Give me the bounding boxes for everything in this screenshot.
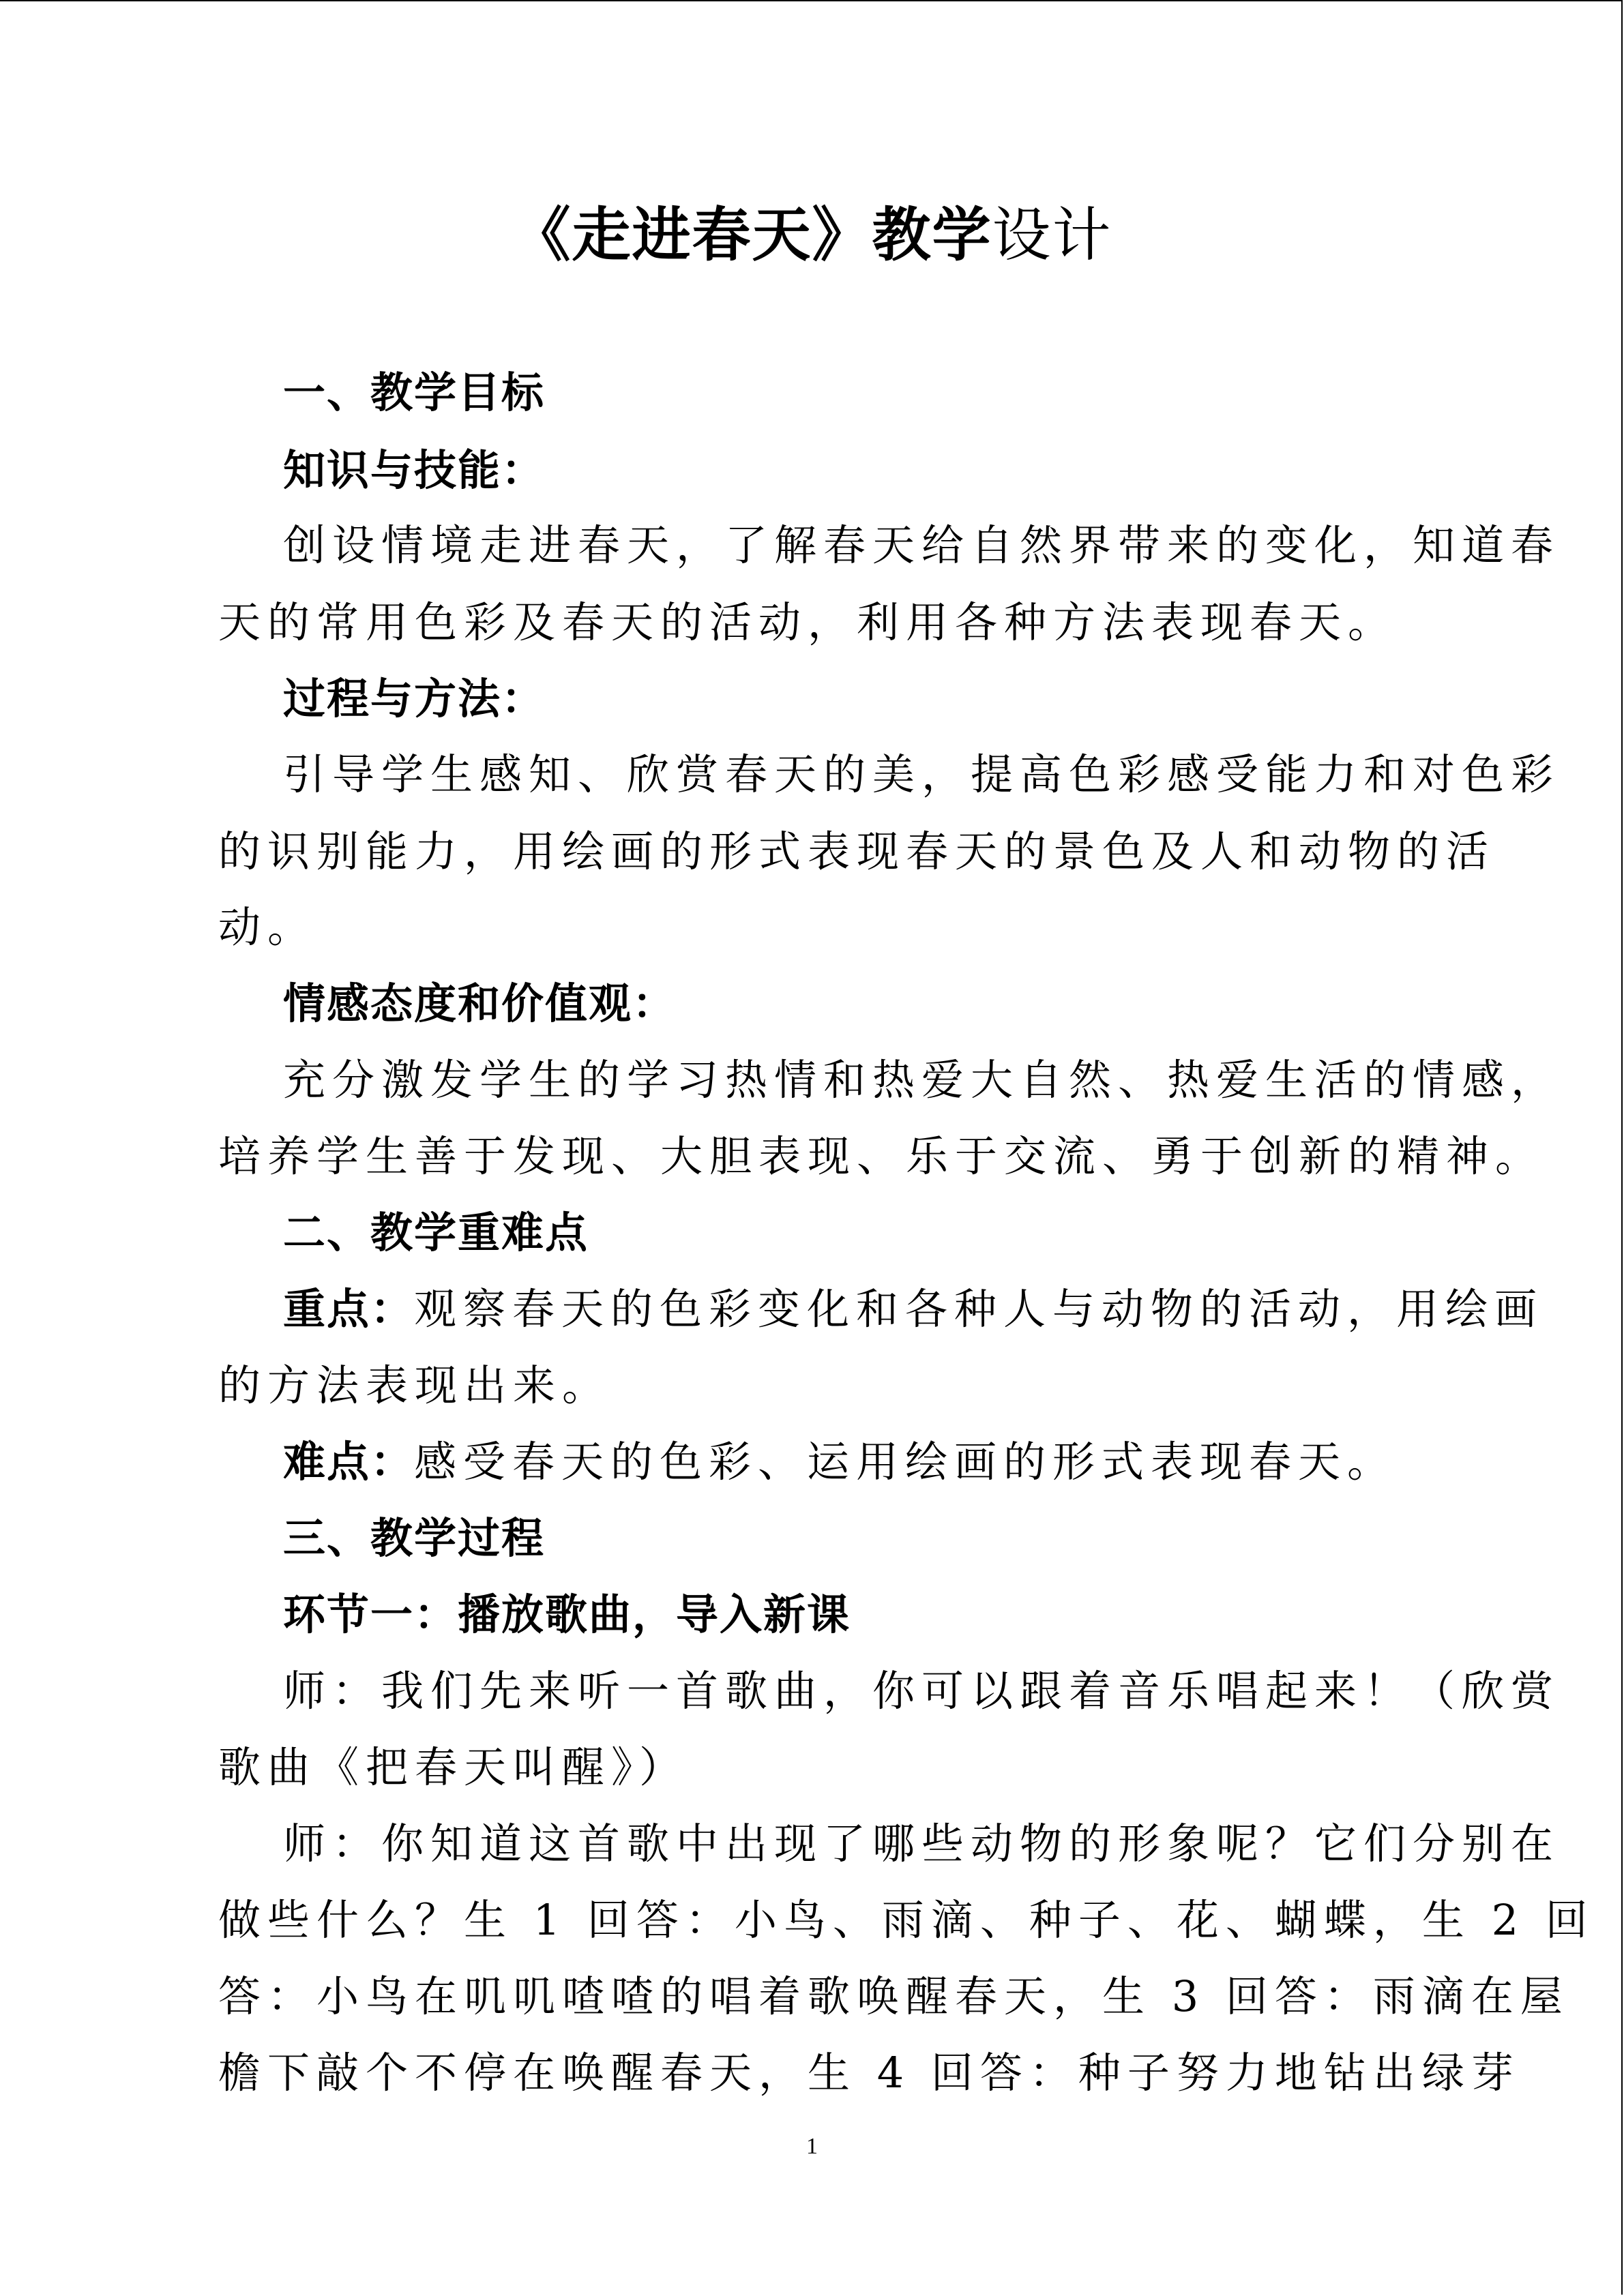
paragraph-line: 引导学生感知、欣赏春天的美，提高色彩感受能力和对色彩	[283, 749, 1561, 799]
paragraph-line: 做些什么？生 1 回答：小鸟、雨滴、种子、花、蝴蝶，生 2 回	[218, 1895, 1595, 1945]
subheading-knowledge: 知识与技能：	[283, 445, 546, 495]
paragraph-line: 答：小鸟在叽叽喳喳的唱着歌唤醒春天，生 3 回答：雨滴在屋	[218, 1971, 1569, 2021]
paragraph-line: 师：我们先来听一首歌曲，你可以跟着音乐唱起来！（欣赏	[283, 1666, 1561, 1716]
key-point-text: 观察春天的色彩变化和各种人与动物的活动，用绘画	[414, 1284, 1544, 1334]
paragraph-line: 动。	[218, 902, 317, 952]
paragraph-line: 的方法表现出来。	[218, 1360, 612, 1410]
subheading-process: 过程与方法：	[283, 674, 546, 724]
paragraph-line: 的识别能力，用绘画的形式表现春天的景色及人和动物的活	[218, 826, 1496, 876]
section-heading-keypoints: 二、教学重难点	[283, 1208, 589, 1257]
paragraph-difficulty	[283, 1435, 1396, 1489]
difficulty-label: 难点：	[283, 1437, 415, 1487]
title-normal-part: 设计	[992, 201, 1112, 269]
section-heading-goals: 一、教学目标	[283, 368, 546, 417]
paragraph-line: 充分激发学生的学习热情和热爱大自然、热爱生活的情感，	[283, 1055, 1561, 1105]
paragraph-line: 檐下敲个不停在唤醒春天，生 4 回答：种子努力地钻出绿芽	[218, 2048, 1520, 2098]
paragraph-line: 歌曲《把春天叫醒》）	[218, 1742, 689, 1792]
page-number: 1	[806, 2134, 818, 2159]
paragraph-line: 培养学生善于发现、大胆表现、乐于交流、勇于创新的精神。	[218, 1131, 1545, 1181]
paragraph-line: 天的常用色彩及春天的活动，利用各种方法表现春天。	[218, 597, 1398, 647]
paragraph-key-point	[283, 1282, 1544, 1337]
title-bold-part: 《走进春天》教学	[512, 201, 992, 269]
paragraph-line: 创设情境走进春天，了解春天给自然界带来的变化，知道春	[283, 520, 1561, 570]
section-heading-process: 三、教学过程	[283, 1513, 546, 1563]
paragraph-line: 师：你知道这首歌中出现了哪些动物的形象呢？它们分别在	[283, 1819, 1561, 1868]
difficulty-text: 感受春天的色彩、运用绘画的形式表现春天。	[414, 1437, 1397, 1487]
key-point-label: 重点：	[283, 1284, 415, 1334]
document-title	[0, 198, 1624, 273]
subheading-step1: 环节一：播放歌曲，导入新课	[283, 1590, 851, 1639]
subheading-emotion: 情感态度和价值观：	[283, 979, 677, 1028]
